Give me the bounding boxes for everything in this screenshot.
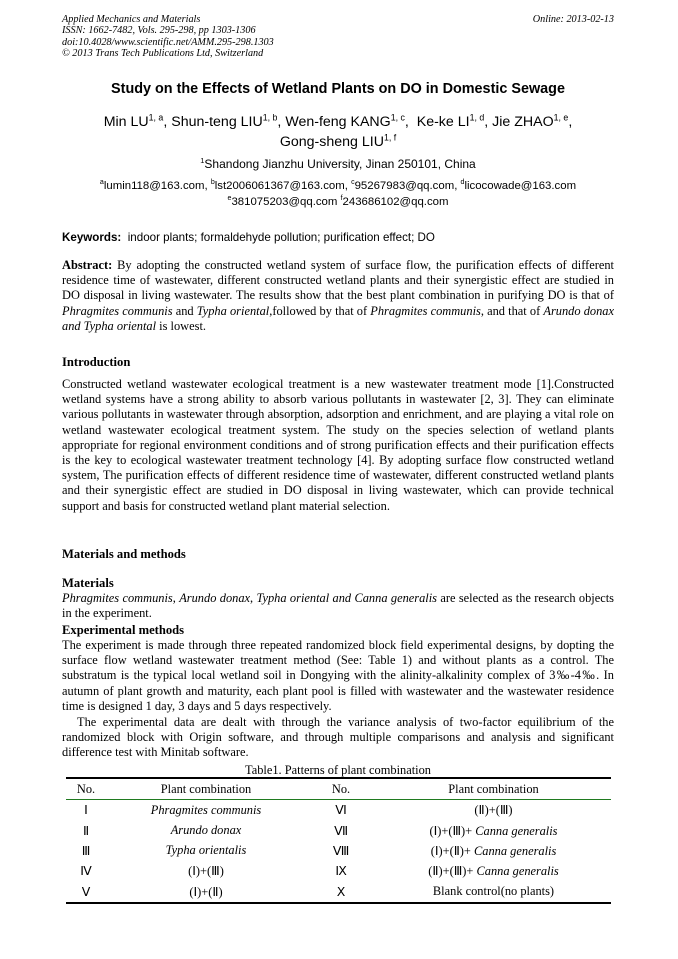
email-sup: b — [210, 179, 215, 187]
email-address: 381075203@qq.com — [231, 196, 341, 208]
table-cell-no: Ⅸ — [335, 864, 347, 879]
table-cell-no: Ⅲ — [81, 843, 91, 858]
paper-title: Study on the Effects of Wetland Plants on DO in Domestic Sewage — [111, 81, 565, 97]
author-sup: 1, a — [148, 112, 164, 123]
table-cell-plant — [376, 800, 611, 821]
species-name: Phragmites communis — [62, 303, 173, 318]
materials-body: are selected as the research objects in the experiment. — [62, 591, 615, 621]
abstract-text: By adopting the constructed wetland system of surface flow, the purification effects of different residence time of wastewater, different constructed wetland plants and their synergistic effect are studied in DO disposal in living wastewater. The results show that the best plant combination in purifying DO is that of — [62, 258, 614, 303]
email-sup: d — [460, 179, 465, 187]
abstract — [62, 258, 614, 334]
materials-sep: , — [172, 591, 180, 605]
table-cell-plant: Arundo donax — [170, 823, 242, 838]
email-sup: e — [227, 195, 232, 203]
author-name: Shun-teng LIU — [171, 114, 263, 130]
author-name: Wen-feng KANG — [285, 114, 391, 130]
author-name: Gong-sheng LIU — [279, 134, 384, 150]
combination-text: (Ⅰ)+(Ⅲ)+ — [429, 823, 476, 838]
email-address: 95267983@qq.com, — [354, 180, 461, 192]
combination-text: Blank control(no plants) — [432, 884, 555, 899]
keywords-text: indoor plants; formaldehyde pollution; purification effect; DO — [127, 231, 435, 244]
materials-text — [62, 591, 614, 621]
experimental-methods-text: The experiment is made through three repeated randomized block field experimental designs, by dopting the surface flow wetland wastewater treatment method (See: Table 1) and without plants as a control. The substratum is the typical local wetland soil in Dongying with the alinity-alkalinity complex of 3‰-4‰. In autumn of plant growth and maturity, each plant pool is filled with wastewater and the wastewater residence time is designed 1 day, 3 days and 5 days respectively. — [62, 638, 614, 713]
table-cell-no: Ⅴ — [66, 882, 106, 903]
abstract-text: , and that of — [480, 303, 544, 318]
experimental-methods-heading: Experimental methods — [62, 623, 185, 637]
author-sep: , — [568, 114, 573, 130]
table-cell-plant: Typha orientalis — [165, 843, 247, 858]
combination-text: (Ⅱ)+(Ⅲ) — [474, 803, 513, 818]
author-sup: 1, c — [390, 112, 405, 123]
table-header-cell: Plant combination — [376, 778, 611, 800]
table-header-row — [66, 778, 611, 800]
journal-name: Applied Mechanics and Materials — [62, 14, 201, 25]
species-name: Arundo donax — [179, 591, 251, 605]
table-row — [66, 861, 611, 881]
methods-heading: Materials and methods — [62, 547, 186, 561]
affiliation — [62, 156, 614, 172]
author-list — [62, 112, 614, 152]
author-sup: 1, d — [469, 112, 485, 123]
table-cell-plant — [376, 882, 611, 903]
journal-header — [62, 14, 614, 59]
table-cell-no: Ⅶ — [334, 823, 348, 838]
author-name: Jie ZHAO — [492, 114, 554, 130]
table-header-cell: No. — [306, 778, 376, 800]
table-cell-plant: Phragmites communis — [150, 802, 262, 817]
author-sup: 1, e — [553, 112, 569, 123]
table-cell-no: Ⅵ — [335, 803, 347, 818]
keywords — [62, 230, 614, 246]
table-cell-no: Ⅳ — [80, 864, 92, 879]
materials-sep: , — [250, 591, 257, 605]
table-cell-plant: (Ⅰ)+(Ⅲ) — [188, 864, 224, 879]
plant-combination-table — [66, 777, 611, 904]
author-sep: , — [277, 114, 286, 130]
affiliation-text: Shandong Jianzhu University, Jinan 250101, China — [204, 157, 476, 171]
species-name: Arundo donax and Typha oriental — [62, 303, 614, 333]
author-name: Ke-ke LI — [416, 114, 470, 130]
introduction-heading: Introduction — [62, 355, 131, 369]
combination-text: (Ⅰ)+(Ⅱ)+ — [430, 843, 475, 858]
species-name: Phragmites communis — [62, 591, 173, 605]
email-line-1 — [62, 178, 614, 194]
table-cell-no: Ⅹ — [306, 882, 376, 903]
author-sup: 1, f — [383, 132, 397, 143]
email-sup: a — [99, 179, 104, 187]
species-name: Canna generalis — [475, 823, 558, 838]
issn-line: ISSN: 1662-7482, Vols. 295-298, pp 1303-1306 — [62, 25, 256, 37]
abstract-text: ,followed by that of — [269, 303, 371, 318]
species-name: Phragmites communis — [370, 303, 481, 318]
email-address: lst2006061367@163.com, — [214, 180, 352, 192]
species-name: Typha oriental and Canna generalis — [256, 591, 437, 605]
table-row — [66, 882, 611, 903]
species-name: Typha oriental — [196, 303, 270, 318]
author-sep: , — [163, 114, 172, 130]
species-name: Canna generalis — [474, 843, 557, 858]
species-name: Canna generalis — [476, 864, 559, 879]
email-address: 243686102@qq.com — [342, 196, 449, 208]
table-cell-plant — [376, 820, 611, 840]
introduction-text: Constructed wetland wastewater ecological treatment is a new wastewater treatment mode [1].Constructed wetland systems have a strong ability to absorb various pollutants in wastewater [2, 3]. They can eliminate various pollutants in wastewater through absorption, adsorption and enrichment, and are playing a vital role on wetland wastewater ecological treatment system. The study on the species selection of wetland plants appropriate for regional environment conditions and of strong purification effects and their purification effects is the key to ecological wastewater treatment technology [4]. By adopting surface flow constructed wetland system, The purification effects of different residence time of wastewater, different constructed wetland plants and their synergistic effect are studied in DO disposal in living wastewater, which can provide technical support and basis for constructed wetland plant material selection. — [62, 377, 614, 513]
doi-line: doi:10.4028/www.scientific.net/AMM.295-298.1303 — [62, 36, 274, 48]
table-header-cell: Plant combination — [106, 778, 306, 800]
abstract-text: and — [172, 303, 197, 318]
author-sep: , — [404, 114, 417, 130]
table-cell-no: Ⅷ — [332, 843, 350, 858]
table-cell-plant: (Ⅰ)+(Ⅱ) — [106, 882, 306, 903]
email-sup: c — [351, 179, 355, 187]
materials-heading: Materials — [62, 576, 114, 590]
author-sup: 1, b — [262, 112, 278, 123]
email-address: licocowade@163.com — [464, 180, 577, 192]
table-row — [66, 820, 611, 840]
copyright-line: © 2013 Trans Tech Publications Ltd, Switzerland — [62, 47, 264, 59]
abstract-text: is lowest. — [156, 318, 206, 333]
table-row — [66, 841, 611, 861]
author-line-1 — [62, 112, 614, 132]
online-date: Online: 2013-02-13 — [532, 14, 614, 25]
author-name: Min LU — [103, 114, 149, 130]
email-sup: f — [340, 195, 343, 203]
combination-text: (Ⅱ)+(Ⅲ)+ — [428, 864, 477, 879]
abstract-label: Abstract: — [62, 258, 113, 272]
author-sep: , — [484, 114, 493, 130]
email-list — [62, 178, 614, 210]
table-row — [66, 800, 611, 821]
table-cell-plant — [376, 861, 611, 881]
table-cell-no: Ⅱ — [82, 823, 90, 838]
table-cell-plant — [376, 841, 611, 861]
experimental-methods-text-2: The experimental data are dealt with through the variance analysis of two-factor equilibrium of the randomized block with Origin software, and through multiple comparisons and analysis and significant difference test with Minitab software. — [62, 715, 614, 760]
table-caption: Table1. Patterns of plant combination — [245, 763, 431, 777]
table-cell-no: Ⅰ — [84, 803, 88, 818]
email-address: lumin118@163.com, — [103, 180, 211, 192]
email-line-2 — [62, 194, 614, 210]
keywords-label: Keywords: — [62, 231, 122, 244]
author-line-2 — [62, 132, 614, 152]
table-header-cell: No. — [66, 778, 106, 800]
affiliation-sup: 1 — [200, 156, 205, 165]
